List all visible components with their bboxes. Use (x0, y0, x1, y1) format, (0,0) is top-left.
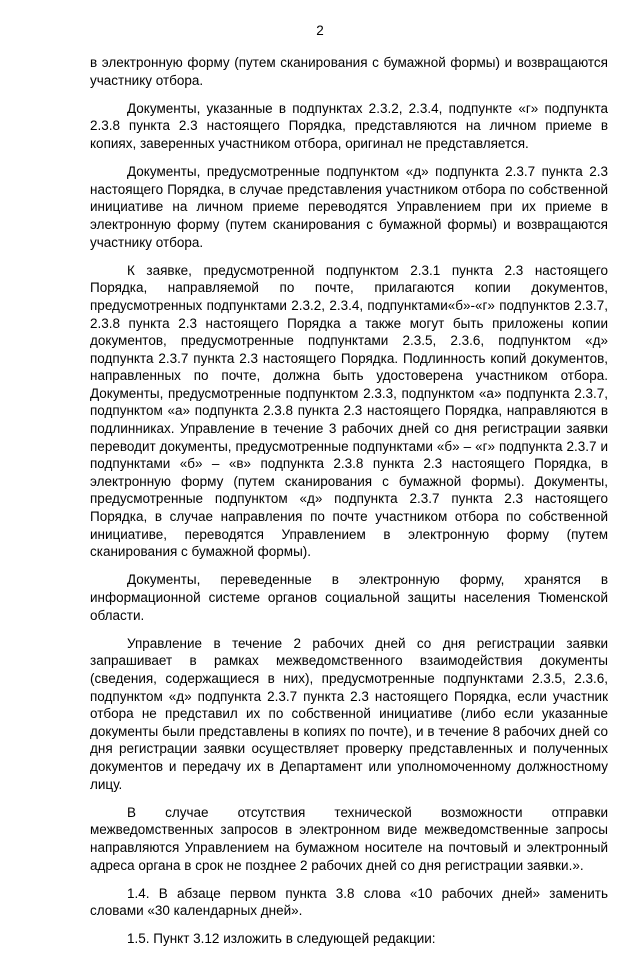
paragraph-documents-subpoint-d: Документы, предусмотренные подпунктом «д» подпункта 2.3.7 пункта 2.3 настоящего Порядка, в случае представления участником отбора по собственной инициативе на личном приеме переводятся Управлением при их приеме в электронную форму (путем сканирования с бумажной формы) и возвращаются участнику отбора. (90, 164, 608, 250)
paragraph-electronic-storage: Документы, переведенные в электронную форму, хранятся в информационной системе органов социальной защиты населения Тюменской области. (90, 572, 608, 623)
paragraph-interagency-requests: Управление в течение 2 рабочих дней со дня регистрации заявки запрашивает в рамках межведомственного взаимодействия документы (сведения, содержащиеся в них), предусмотренные подпунктами 2.3.5, 2.3.6, подпунктом «д» подпункта 2.3.7 пункта 2.3 настоящего Порядка, если участник отбора не представил их по собственной инициативе (либо если указанные документы были представлены в копиях по почте), и в течение 8 рабочих дней со дня регистрации заявки осуществляет проверку представленных и полученных документов и передачу их в Департамент или уполномоченному должностному лицу. (90, 635, 608, 792)
page-number: 2 (316, 23, 324, 38)
paragraph-application-by-mail: К заявке, предусмотренной подпунктом 2.3.1 пункта 2.3 настоящего Порядка, направляемой по почте, прилагаются копии документов, предусмотренных подпунктами 2.3.2, 2.3.4, подпунктами«б»-«г» подпунктов 2.3.7, 2.3.8 пункта 2.3 настоящего Порядка а также могут быть приложены копии документов, предусмотренные подпунктами 2.3.5, 2.3.6, подпунктом «д» подпункта 2.3.7 пункта 2.3 настоящего Порядка. Подлинность копий документов, направленных по почте, должна быть удостоверена участником отбора. Документы, предусмотренные подпунктом 2.3.3, подпунктом «а» подпункта 2.3.7, подпунктом «а» подпункта 2.3.8 пункта 2.3 настоящего Порядка, направляются в подлинниках. Управление в течение 3 рабочих дней со дня регистрации заявки переводит документы, предусмотренные подпунктами «б» – «г» подпункта 2.3.7 и подпунктами «б» – «в» подпункта 2.3.8 пункта 2.3 настоящего Порядка, в электронную форму (путем сканирования с бумажной формы). Документы, предусмотренные подпунктом «д» подпункта 2.3.7 пункта 2.3 настоящего Порядка, в случае направления по почте участником отбора по собственной инициативе, переводятся Управлением в электронную форму (путем сканирования с бумажной формы). (90, 262, 608, 560)
paragraph-paper-requests: В случае отсутствия технической возможности отправки межведомственных запросов в электронном виде межведомственные запросы направляются Управлением на бумажном носителе на почтовый и электронный адреса органа в срок не позднее 2 рабочих дней со дня регистрации заявки.». (90, 804, 608, 873)
paragraph-continuation: в электронную форму (путем сканирования с бумажной формы) и возвращаются участнику отбора. (90, 55, 608, 88)
paragraph-copies-on-personal-reception: Документы, указанные в подпунктах 2.3.2, 2.3.4, подпункте «г» подпункта 2.3.8 пункта 2.3 настоящего Порядка, представляются на личном приеме в копиях, заверенных участником отбора, оригинал не представляется. (90, 100, 608, 151)
paragraph-item-1-5: 1.5. Пункт 3.12 изложить в следующей редакции: (127, 931, 436, 947)
paragraph-item-1-4: 1.4. В абзаце первом пункта 3.8 слова «10 рабочих дней» заменить словами «30 календарных дней». (90, 885, 608, 919)
document-body (90, 54, 608, 959)
